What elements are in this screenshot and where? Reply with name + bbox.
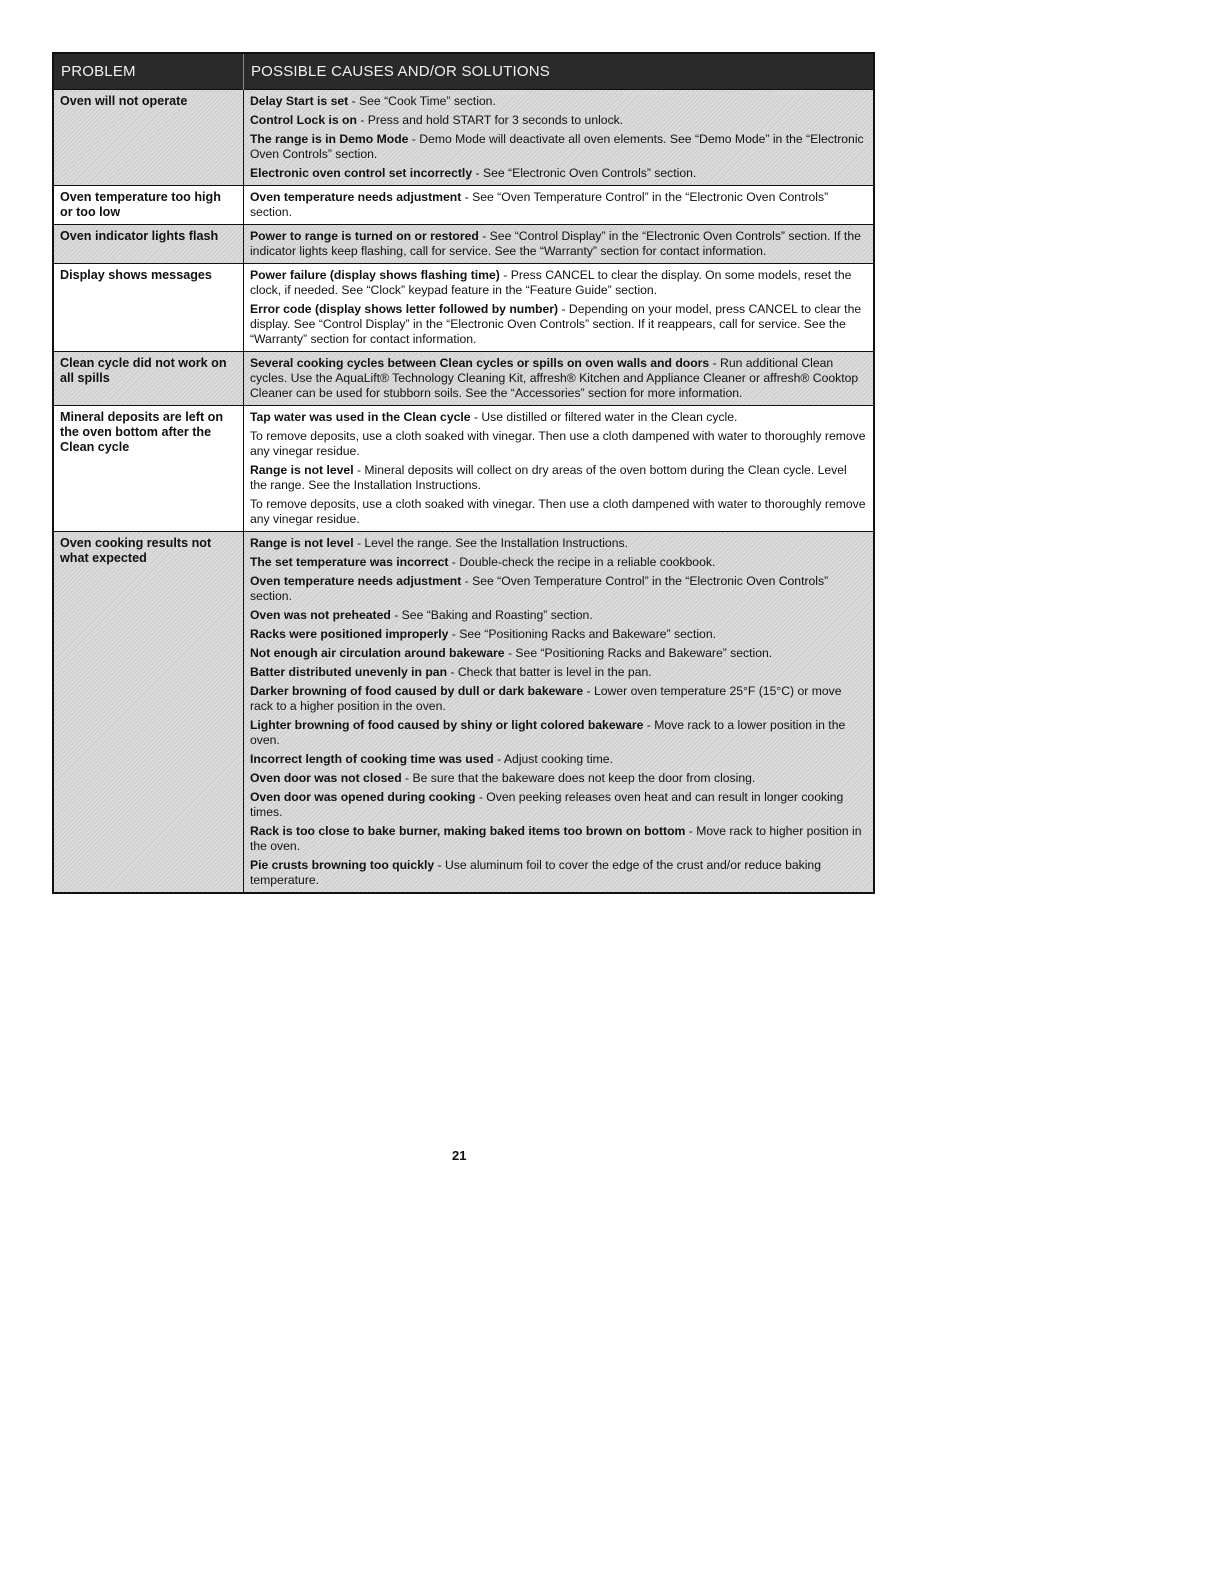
- solutions-column-header: POSSIBLE CAUSES AND/OR SOLUTIONS: [243, 53, 874, 90]
- solution-cause: Pie crusts browning too quickly: [249, 858, 435, 872]
- solution-item: [250, 113, 867, 128]
- solution-cause: Error code (display shows letter followed by number): [249, 302, 559, 316]
- solution-text: - Check that batter is level in the pan.: [447, 665, 652, 679]
- solution-text: To remove deposits, use a cloth soaked with vinegar. Then use a cloth dampened with water to thoroughly remove any vinegar residue.: [249, 497, 866, 526]
- solutions-cell: [243, 406, 874, 532]
- solutions-cell: [243, 264, 874, 352]
- solution-text: - Move rack to a lower position in the oven.: [249, 718, 846, 747]
- solution-item: [250, 190, 867, 220]
- solution-text: To remove deposits, use a cloth soaked with vinegar. Then use a cloth dampened with water to thoroughly remove any vinegar residue.: [249, 429, 866, 458]
- table-row: [53, 532, 874, 894]
- solution-text: - Use aluminum foil to cover the edge of the crust and/or reduce baking temperature.: [249, 858, 821, 887]
- solution-text: - Lower oven temperature 25°F (15°C) or move rack to a higher position in the oven.: [249, 684, 842, 713]
- solution-cause: Oven door was not closed: [249, 771, 402, 785]
- problem-cell: Clean cycle did not work on all spills: [53, 352, 243, 406]
- solution-item: [250, 302, 867, 347]
- solution-text: - See “Cook Time” section.: [348, 94, 496, 108]
- solution-item: [250, 94, 867, 109]
- solution-item: [250, 684, 867, 714]
- solution-cause: Oven door was opened during cooking: [249, 790, 476, 804]
- solution-item: [250, 132, 867, 162]
- solution-text: - Oven peeking releases oven heat and can result in longer cooking times.: [249, 790, 844, 819]
- solution-text: - Depending on your model, press CANCEL to clear the display. See “Control Display” in the “Electronic Oven Controls” section. If it reappears, call for service. See the “Warranty” section for contact information.: [249, 302, 862, 346]
- solution-cause: Racks were positioned improperly: [249, 627, 449, 641]
- solution-text: - Adjust cooking time.: [493, 752, 613, 766]
- solution-item: [250, 166, 867, 181]
- solution-item: [250, 771, 867, 786]
- solution-text: - Run additional Clean cycles. Use the AquaLift® Technology Cleaning Kit, affresh® Kitchen and Appliance Cleaner or affresh® Cooktop Cleaner can be used for stubborn soils. See the “Accessories” section for more information.: [249, 356, 859, 400]
- solution-item: [250, 229, 867, 259]
- solution-cause: Oven was not preheated: [249, 608, 391, 622]
- problem-cell: Mineral deposits are left on the oven bottom after the Clean cycle: [53, 406, 243, 532]
- solution-cause: Tap water was used in the Clean cycle: [249, 410, 471, 424]
- solution-text: - Demo Mode will deactivate all oven elements. See “Demo Mode” in the “Electronic Oven Controls” section.: [249, 132, 864, 161]
- problem-cell: Oven cooking results not what expected: [53, 532, 243, 894]
- troubleshooting-table: [52, 52, 875, 894]
- solution-text: - See “Oven Temperature Control” in the “Electronic Oven Controls” section.: [249, 574, 829, 603]
- table-row: [53, 406, 874, 532]
- solution-item: [250, 356, 867, 401]
- solution-item: [250, 574, 867, 604]
- solution-text: - Press CANCEL to clear the display. On some models, reset the clock, if needed. See “Clock” keypad feature in the “Feature Guide” section.: [249, 268, 852, 297]
- solution-cause: Batter distributed unevenly in pan: [249, 665, 448, 679]
- solution-text: - See “Oven Temperature Control” in the “Electronic Oven Controls” section.: [249, 190, 829, 219]
- solution-cause: Delay Start is set: [249, 94, 349, 108]
- solution-item: [250, 858, 867, 888]
- solution-item: [250, 665, 867, 680]
- solution-cause: Oven temperature needs adjustment: [249, 190, 462, 204]
- solution-cause: Not enough air circulation around bakeware: [249, 646, 505, 660]
- table-row: [53, 225, 874, 264]
- solution-text: - See “Electronic Oven Controls” section.: [472, 166, 697, 180]
- solutions-cell: [243, 90, 874, 186]
- solution-text: - Double-check the recipe in a reliable cookbook.: [448, 555, 716, 569]
- solution-text: - Move rack to higher position in the oven.: [249, 824, 862, 853]
- solution-cause: Darker browning of food caused by dull or dark bakeware: [249, 684, 584, 698]
- solution-cause: The set temperature was incorrect: [249, 555, 449, 569]
- solution-cause: Oven temperature needs adjustment: [249, 574, 462, 588]
- solutions-cell: [243, 532, 874, 894]
- solution-text: - See “Positioning Racks and Bakeware” section.: [448, 627, 716, 641]
- solution-cause: Power to range is turned on or restored: [249, 229, 479, 243]
- problem-column-header: PROBLEM: [53, 53, 243, 90]
- solution-item: [250, 463, 867, 493]
- table-header-row: [53, 53, 874, 90]
- solution-item: [250, 752, 867, 767]
- solution-item: [250, 824, 867, 854]
- table-row: [53, 90, 874, 186]
- solution-item: [250, 268, 867, 298]
- solution-item: [250, 790, 867, 820]
- solution-text: - Be sure that the bakeware does not keep the door from closing.: [401, 771, 756, 785]
- problem-cell: Oven temperature too high or too low: [53, 186, 243, 225]
- problem-cell: Oven will not operate: [53, 90, 243, 186]
- table-row: [53, 186, 874, 225]
- solution-cause: Rack is too close to bake burner, making baked items too brown on bottom: [249, 824, 686, 838]
- solution-cause: Several cooking cycles between Clean cycles or spills on oven walls and doors: [249, 356, 710, 370]
- solution-item: [250, 646, 867, 661]
- problem-cell: Oven indicator lights flash: [53, 225, 243, 264]
- solution-item: [250, 410, 867, 425]
- solution-text: - Press and hold START for 3 seconds to unlock.: [356, 113, 624, 127]
- solutions-cell: [243, 352, 874, 406]
- table-row: [53, 264, 874, 352]
- solution-cause: The range is in Demo Mode: [249, 132, 409, 146]
- solution-text: - Use distilled or filtered water in the Clean cycle.: [470, 410, 738, 424]
- page-number: 21: [452, 1148, 467, 1163]
- solution-text: - Level the range. See the Installation Instructions.: [353, 536, 628, 550]
- solution-text: - See “Positioning Racks and Bakeware” section.: [504, 646, 773, 660]
- solution-item: [250, 429, 867, 459]
- solution-text: - Mineral deposits will collect on dry areas of the oven bottom during the Clean cycle. Level the range. See the Installation Instructions.: [249, 463, 847, 492]
- solutions-cell: [243, 186, 874, 225]
- table-body: [53, 90, 874, 894]
- table-row: [53, 352, 874, 406]
- solution-item: [250, 497, 867, 527]
- solution-cause: Range is not level: [249, 536, 354, 550]
- solution-cause: Range is not level: [249, 463, 354, 477]
- solution-cause: Control Lock is on: [249, 113, 357, 127]
- solutions-cell: [243, 225, 874, 264]
- problem-cell: Display shows messages: [53, 264, 243, 352]
- solution-cause: Electronic oven control set incorrectly: [249, 166, 473, 180]
- solution-item: [250, 536, 867, 551]
- solution-cause: Lighter browning of food caused by shiny or light colored bakeware: [249, 718, 644, 732]
- solution-item: [250, 608, 867, 623]
- solution-item: [250, 555, 867, 570]
- solution-item: [250, 627, 867, 642]
- solution-cause: Incorrect length of cooking time was used: [249, 752, 494, 766]
- solution-text: - See “Baking and Roasting” section.: [390, 608, 593, 622]
- solution-cause: Power failure (display shows flashing time): [249, 268, 500, 282]
- solution-item: [250, 718, 867, 748]
- solution-text: - See “Control Display” in the “Electronic Oven Controls” section. If the indicator lights keep flashing, call for service. See the “Warranty” section for contact information.: [249, 229, 861, 258]
